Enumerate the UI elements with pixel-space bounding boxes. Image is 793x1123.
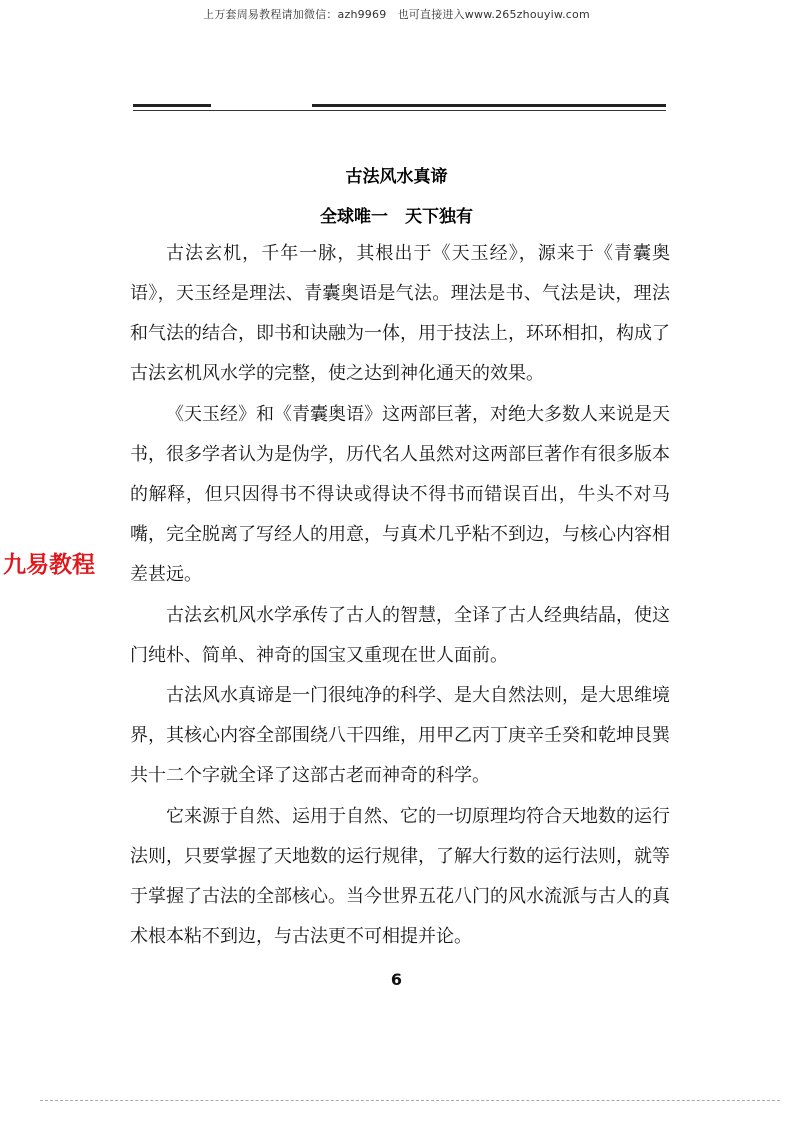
paragraph-text: 它来源于自然、运用于自然、它的一切原理均符合天地数的运行法则，只要掌握了天地数的运行规律，了解大行数的运行法则，就等于掌握了古法的全部核心。当今世界五花八门的风水流派与古人的真术根本粘不到边，与古法更不可相提并论。 (130, 806, 670, 947)
header-note: 上万套周易教程请加微信：azh9969 也可直接进入www.265zhouyiw.com (203, 8, 590, 21)
document-subtitle: 全球唯一 天下独有 (320, 207, 473, 227)
paragraph-text: 《天玉经》和《青囊奥语》这两部巨著，对绝大多数人来说是天书，很多学者认为是伪学，历代名人虽然对这两部巨著作有很多版本的解释，但只因得书不得诀或得诀不得书而错误百出，牛头不对马嘴，完全脱离了写经人的用意，与真术几乎粘不到边，与核心内容相差甚远。 (130, 404, 670, 585)
document-title: 古法风水真谛 (345, 167, 448, 187)
paragraph-text: 古法风水真谛是一门很纯净的科学、是大自然法则，是大思维境界，其核心内容全部围绕八干四维，用甲乙丙丁庚辛壬癸和乾坤艮巽共十二个字就全译了这部古老而神奇的科学。 (130, 685, 670, 786)
header-rule-right (312, 104, 666, 107)
footer-rule (40, 1100, 780, 1102)
paragraph-text: 古法玄机，千年一脉，其根出于《天玉经》，源来于《青囊奥语》，天玉经是理法、青囊奥语是气法。理法是书、气法是诀，理法和气法的结合，即书和诀融为一体，用于技法上，环环相扣，构成了古法玄机风水学的完整，使之达到神化通天的效果。 (130, 243, 670, 384)
page-number: 6 (390, 970, 403, 989)
paragraph-3 (130, 596, 670, 676)
paragraph-text: 古法玄机风水学承传了古人的智慧，全译了古人经典结晶，使这门纯朴、简单、神奇的国宝又重现在世人面前。 (130, 605, 670, 666)
paragraph-1 (130, 234, 670, 394)
watermark-label: 九易教程 (3, 552, 95, 578)
header-rule-left (133, 104, 211, 107)
paragraph-2 (130, 395, 670, 595)
paragraph-4 (130, 676, 670, 796)
header-rule-thin (133, 110, 666, 111)
paragraph-5 (130, 797, 670, 957)
